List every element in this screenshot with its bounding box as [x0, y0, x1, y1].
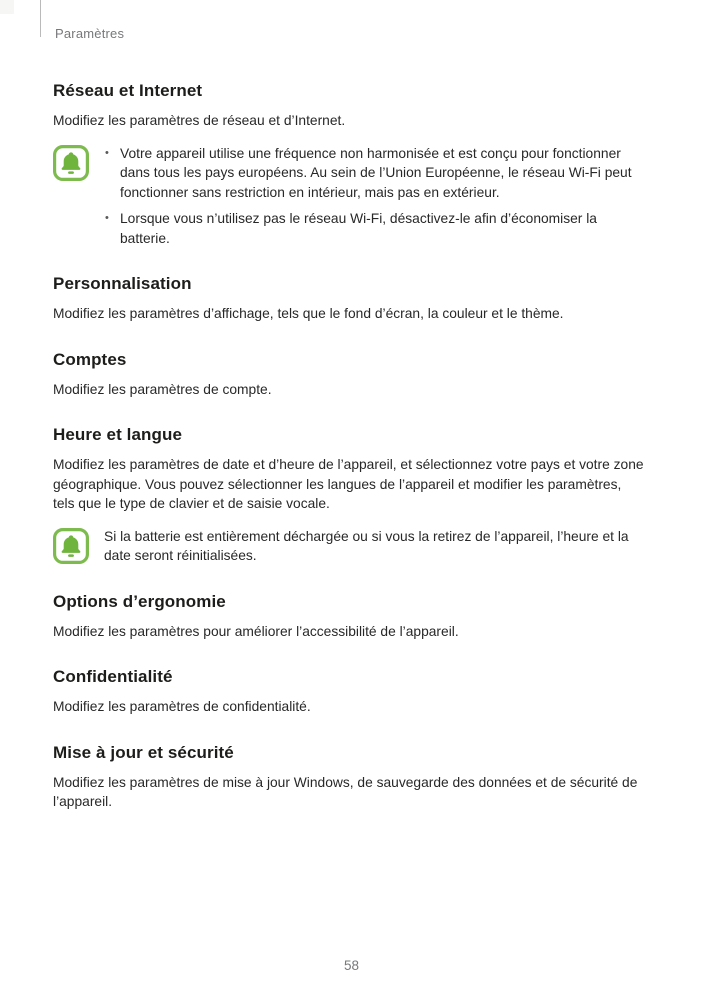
- section-body-personalization: Modifiez les paramètres d’affichage, tels que le fond d’écran, la couleur et le thème.: [53, 306, 564, 321]
- notice-bullet: • Votre appareil utilise une fréquence non harmonisée et est conçu pour fonctionner dans tous les pays européens. Au sein de l’Union Européenne, le réseau Wi-Fi peut fonctionner sans restriction en intérieur, mais pas en extérieur.: [104, 144, 646, 203]
- section-body-network: Modifiez les paramètres de réseau et d’Internet.: [53, 113, 346, 128]
- section-heading-time-language: Heure et langue: [53, 425, 183, 444]
- notice-bullet: • Lorsque vous n’utilisez pas le réseau Wi-Fi, désactivez-le afin d’économiser la batterie.: [104, 209, 646, 248]
- notification-bell-icon: [53, 528, 89, 564]
- section-body-time-language: Modifiez les paramètres de date et d’heure de l’appareil, et sélectionnez votre pays et votre zone géographique. Vous pouvez sélectionner les langues de l’appareil et modifier les paramètres, tels que le type de clavier et de saisie vocale.: [53, 457, 644, 511]
- page-number: 58: [343, 958, 360, 973]
- running-header-title: Paramètres: [55, 26, 125, 41]
- notice-block-network: [53, 144, 646, 249]
- section-heading-network: Réseau et Internet: [53, 81, 203, 100]
- section-heading-accessibility: Options d’ergonomie: [53, 591, 226, 611]
- notice-body: [104, 527, 646, 566]
- section-body-update-security: Modifiez les paramètres de mise à jour Windows, de sauvegarde des données et de sécurité de l’appareil.: [53, 774, 638, 809]
- section-heading-accounts: Comptes: [53, 349, 127, 369]
- notice-block-time-language: [53, 527, 646, 566]
- notice-text: Si la batterie est entièrement déchargée ou si vous la retirez de l’appareil, l’heure et la date seront réinitialisées.: [104, 528, 629, 563]
- section-body-privacy: Modifiez les paramètres de confidentialité.: [53, 699, 311, 714]
- notice-bullet-list: [104, 144, 646, 249]
- section-body-accounts: Modifiez les paramètres de compte.: [53, 381, 272, 397]
- notice-body: [104, 144, 646, 249]
- corner-scan-mark: [0, 0, 14, 14]
- section-heading-update-security: Mise à jour et sécurité: [53, 742, 234, 762]
- section-heading-personalization: Personnalisation: [53, 274, 192, 293]
- page-content: [53, 75, 646, 812]
- section-heading-privacy: Confidentialité: [53, 667, 173, 686]
- running-header-rule: [40, 0, 41, 37]
- notification-bell-icon: [53, 145, 89, 181]
- section-body-accessibility: Modifiez les paramètres pour améliorer l’accessibilité de l’appareil.: [53, 623, 459, 639]
